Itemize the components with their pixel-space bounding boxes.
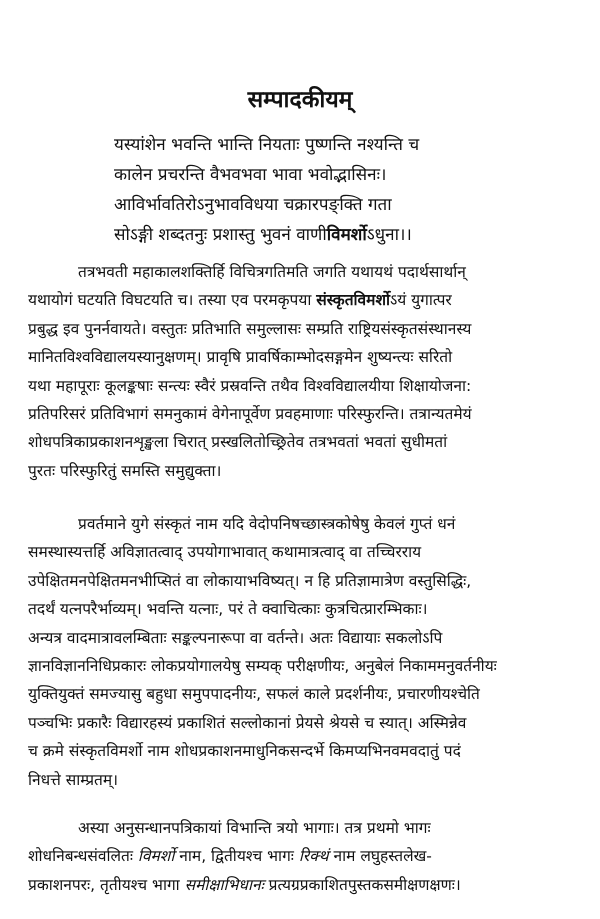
section-name-italic: समीक्षाभिधानः [184,875,264,894]
section-name-italic: विमर्शो [137,847,175,866]
text-span: ऽयं युगात्पर [390,291,452,310]
text-line: ज्ञानविज्ञाननिधिप्रकारः लोकप्रयोगालयेषु सम्यक् परीक्षणीयः, अनुबेलं निकाममनुवर्तनीयः [28,656,497,675]
text-line: उपेक्षितमनपेक्षितमनभीप्सितं वा लोकायाभविष्यत्। न हि प्रतिज्ञामात्रेण वस्तुसिद्धिः, [28,571,472,590]
verse-text: ऽधुना।। [366,225,412,245]
text-line [28,842,588,870]
text-span: प्रकाशनपरः, तृतीयश्च भागा [28,875,185,894]
text-line: तत्रभवती महाकालशक्तिर्हि विचित्रगतिमति जगति यथायथं पदार्थसार्थान् [78,263,466,281]
paragraph-1 [28,258,588,485]
journal-name-bold: विमर्शो [326,225,367,245]
invocation-verse [114,130,554,250]
text-line: अस्या अनुसन्धानपत्रिकायां विभान्ति त्रयो भागाः। तत्र प्रथमो भागः [78,819,431,837]
text-line [28,871,588,899]
text-line: मानितविश्वविद्यालयस्यानुक्षणम्। प्रावृषि प्रावर्षिकाम्भोदसङ्गमेन शुष्यन्त्यः सरितो [28,348,453,367]
verse-line [114,220,554,250]
text-line: युक्तियुक्तं समज्यासु बहुधा समुपपादनीयः, सफलं काले प्रदर्शनीयः, प्रचारणीयश्चेति [28,685,480,704]
text-line: समस्थास्यत्तर्हि अविज्ञातत्वाद् उपयोगाभावात् कथामात्रत्वाद् वा तच्चिरराय [28,543,422,562]
text-span: नाम, द्वितीयश्च भागः [174,847,299,866]
text-span: शोधनिबन्धसंवलितः [28,847,138,866]
verse-line: आविर्भावतिरोऽनुभावविधया चक्रारपङ्क्ति गता [114,195,392,215]
text-line: तदर्थं यत्नपरैर्भाव्यम्। भवन्ति यत्नाः, परं ते क्वाचित्काः कुत्रचित्प्रारम्भिकाः। [28,600,428,619]
text-line: निधत्ते साम्प्रतम्। [28,770,119,789]
paragraph-3 [28,814,588,899]
verse-line: यस्यांशेन भवन्ति भान्ति नियताः पुष्णन्ति नश्यन्ति च [114,135,420,155]
text-line [28,286,588,314]
text-span: यथायोगं घटयति विघटयति च। तस्या एव परमकृपया [28,291,317,310]
paragraph-2 [28,510,588,794]
text-line: च क्रमे संस्कृतविमर्शो नाम शोधप्रकाशनमाधुनिकसन्दर्भे किमप्यभिनवमवदातुं पदं [28,742,461,761]
text-line: अन्यत्र वादमात्रावलम्बिताः सङ्कल्पनारूपा वा वर्तन्ते। अतः विद्यायाः सकलोऽपि [28,628,443,647]
text-line: प्रबुद्ध इव पुनर्नवायते। वस्तुतः प्रतिभाति समुल्लासः सम्प्रति राष्ट्रियसंस्कृतसंस्थानस्य [28,319,472,338]
text-line: प्रतिपरिसरं प्रतिविभागं समनुकामं वेगेनापूर्वेण प्रवहमाणाः परिस्फुरन्ति। तत्रान्यतमेयं [28,404,472,423]
text-line: पुरतः परिस्फुरितुं समस्ति समुद्युक्ता। [28,461,222,480]
journal-name-bold: संस्कृतविमर्शो [316,291,390,310]
text-line: यथा महापूराः कूलङ्कषाः सन्त्यः स्वैरं प्रस्रवन्ति तथैव विश्वविद्यालयीया शिक्षायोजना: [28,376,472,395]
text-line: प्रवर्तमाने युगे संस्कृतं नाम यदि वेदोपनिषच्छास्त्रकोषेषु केवलं गुप्तं धनं [78,515,456,533]
text-span: प्रत्यग्रप्रकाशितपुस्तकसमीक्षणक्षणः। [263,875,461,894]
page-title: सम्पादकीयम् [247,87,353,113]
text-line: पञ्चभिः प्रकारैः विद्यारहस्यं प्रकाशितं सल्लोकानां प्रेयसे श्रेयसे च स्यात्। अस्मिन्नेव [28,713,467,732]
verse-text: सोऽङ्गी शब्दतनुः प्रशास्तु भुवनं वाणी [114,225,327,245]
text-line: शोधपत्रिकाप्रकाशनशृङ्खला चिरात् प्रस्खलितोच्छ्रितेव तत्रभवतां भवतां सुधीमतां [28,433,448,452]
text-span: नाम लघुहस्तलेख- [328,847,432,866]
section-name-italic: रिक्थं [298,847,329,866]
verse-line: कालेन प्रचरन्ति वैभवभवा भावा भवोद्भासिनः। [114,165,387,185]
